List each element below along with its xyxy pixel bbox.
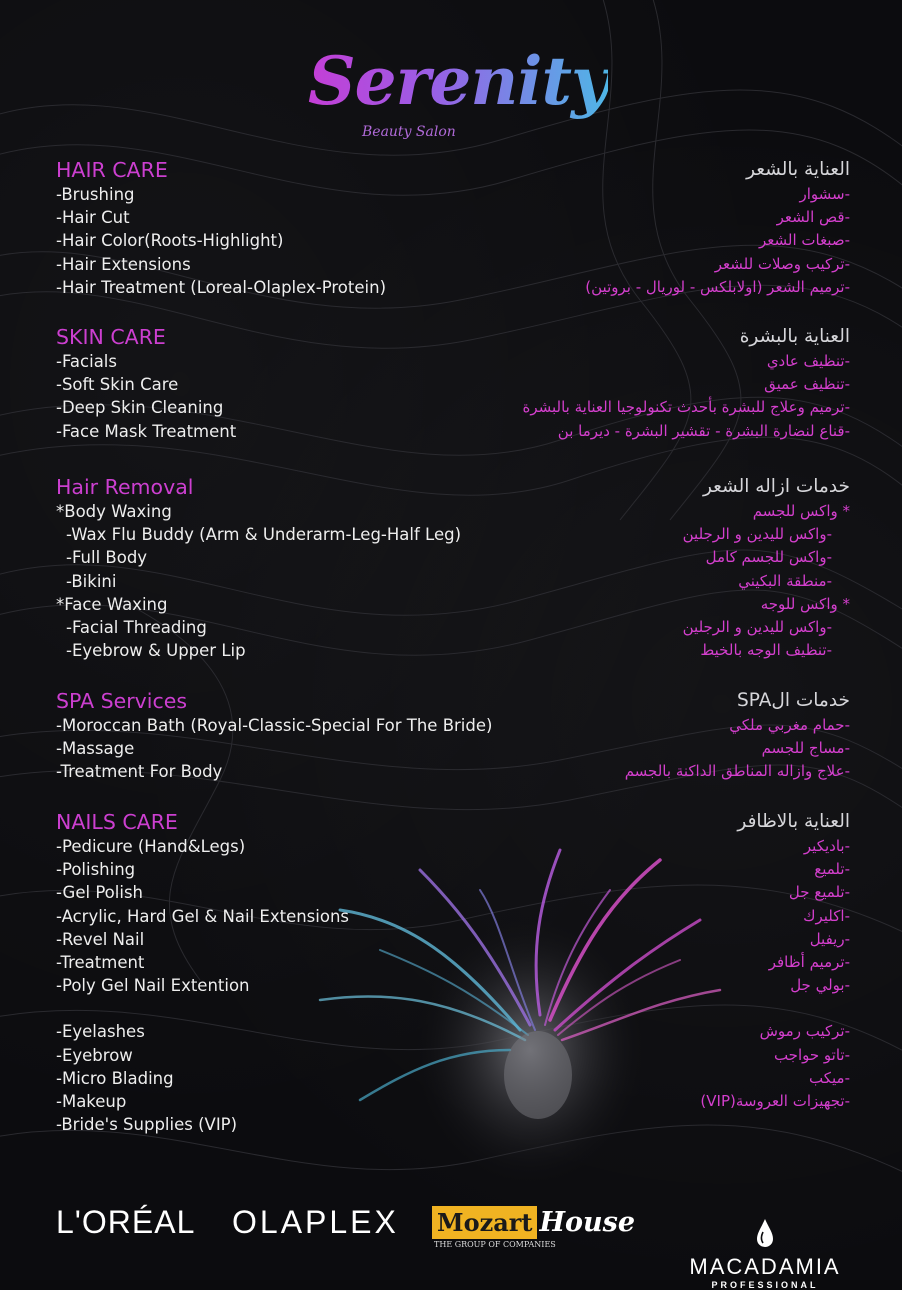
list-item: -Eyebrow & Upper Lip [66,641,246,661]
list-item: * واكس للجسم [752,502,850,520]
list-item: -تاتو حواجب [773,1045,850,1064]
list-item: -سشوار [799,185,850,203]
list-item: -Facial Threading [66,618,207,638]
macadamia-logo [676,1218,854,1290]
macadamia-subtitle: PROFESSIONAL [711,1280,819,1290]
list-item: -تنظيف عميق [764,375,850,394]
list-item: -ترميم أظافر [768,953,850,972]
list-item: -Bikini [66,571,117,591]
section-title: خدمات الSPA [737,690,850,711]
list-item: -Treatment [56,953,145,973]
list-item: -Hair Treatment (Loreal-Olaplex-Protein) [56,277,386,297]
section-title: العناية بالبشرة [739,326,850,347]
list-item: -Makeup [56,1092,127,1112]
list-item: -Moroccan Bath (Royal-Classic-Special For The Bride) [56,716,493,735]
list-item: *Face Waxing [56,594,168,614]
mozart-subtitle: THE GROUP OF COMPANIES [434,1240,556,1249]
section-title: HAIR CARE [56,158,168,182]
list-item: -Face Mask Treatment [56,421,237,441]
list-item: -Full Body [66,548,148,568]
list-item: -ترميم وعلاج للبشرة بأحدث تكنولوجيا العناية بالبشرة [522,398,850,417]
list-item: -Hair Extensions [56,254,191,274]
list-item: -تجهيزات العروسة(VIP) [700,1092,850,1111]
list-item: -Eyelashes [56,1022,145,1042]
list-item: -Acrylic, Hard Gel & Nail Extensions [56,906,350,926]
list-item: -ميكب [809,1068,850,1087]
section-hair-removal-ar [410,474,850,688]
list-item: * واكس للوجه [760,594,850,613]
list-item: -Treatment For Body [56,762,223,782]
list-item: -Massage [56,739,135,759]
section-nails-ar [410,809,850,997]
section-title: العناية بالاظافر [737,811,850,832]
list-item: -Bride's Supplies (VIP) [56,1115,238,1135]
section-extras-ar [410,1020,850,1113]
section-title: SKIN CARE [56,325,166,349]
section-title: SPA Services [56,689,188,713]
macadamia-word: MACADAMIA [689,1254,841,1279]
list-item: -Facials [56,352,117,371]
salon-logo [300,40,609,160]
list-item: -علاج وازاله المناطق الداكنة بالجسم [624,762,850,781]
list-item: *Body Waxing [56,502,172,521]
list-item: -باديكير [803,837,850,855]
list-item: -Eyebrow [56,1045,133,1065]
list-item: -قناع لنضارة البشرة - تقشير البشرة - ديرما بن [557,421,850,440]
list-item: -Brushing [56,185,135,204]
section-skin-care-ar [410,324,850,474]
section-spa-ar [410,688,850,809]
list-item: -Pedicure (Hand&Legs) [56,837,246,856]
list-item: -Poly Gel Nail Extention [56,976,250,996]
list-item: -واكس لليدين و الرجلين [682,525,832,544]
section-title: العناية بالشعر [746,159,850,180]
list-item: -تلميع [814,860,850,879]
list-item: -Polishing [56,860,136,880]
section-title: NAILS CARE [56,810,178,834]
list-item: -Revel Nail [56,929,145,949]
mozart-word: Mozart [432,1206,537,1239]
list-item: -Hair Color(Roots-Highlight) [56,231,284,251]
logo-wordmark: Serenity [308,42,609,120]
list-item: -Gel Polish [56,883,144,903]
list-item: -ترميم الشعر (اولابلكس - لوريال - بروتين) [585,277,850,296]
list-item: -تلميع جل [788,883,850,902]
brand-logos [0,1190,902,1290]
list-item: -واكس للجسم كامل [705,548,832,567]
list-item: -Deep Skin Cleaning [56,398,224,418]
list-item: -مساج للجسم [761,739,850,758]
list-item: -صبغات الشعر [758,231,850,250]
list-item: -تركيب رموش [759,1022,850,1041]
list-item: -Soft Skin Care [56,375,179,395]
drop-icon [755,1218,775,1248]
olaplex-logo: OLAPLEX [232,1204,399,1240]
list-item: -حمام مغربي ملكي [729,716,850,734]
house-word: House [539,1207,636,1238]
list-item: -Hair Cut [56,208,130,228]
logo-subtitle: Beauty Salon [362,124,456,140]
list-item: -تركيب وصلات للشعر [714,254,850,273]
list-item: -ريفيل [809,929,850,948]
section-title: Hair Removal [56,475,194,499]
section-hair-care-ar [410,157,850,324]
list-item: -Wax Flu Buddy (Arm & Underarm-Leg-Half Leg) [66,525,462,545]
arabic-column [410,157,850,1113]
list-item: -تنظيف الوجه بالخيط [700,641,832,660]
list-item: -واكس لليدين و الرجلين [682,618,832,637]
list-item: -قص الشعر [776,208,850,227]
list-item: -اكليرك [803,906,850,925]
list-item: -بولي جل [790,976,850,995]
list-item: -منطقة البكيني [738,571,832,590]
list-item: -Micro Blading [56,1068,174,1088]
loreal-logo: L'ORÉAL [56,1204,196,1240]
section-title: خدمات ازاله الشعر [702,476,850,497]
list-item: -تنظيف عادي [766,352,850,370]
mozart-house-logo [432,1206,636,1249]
